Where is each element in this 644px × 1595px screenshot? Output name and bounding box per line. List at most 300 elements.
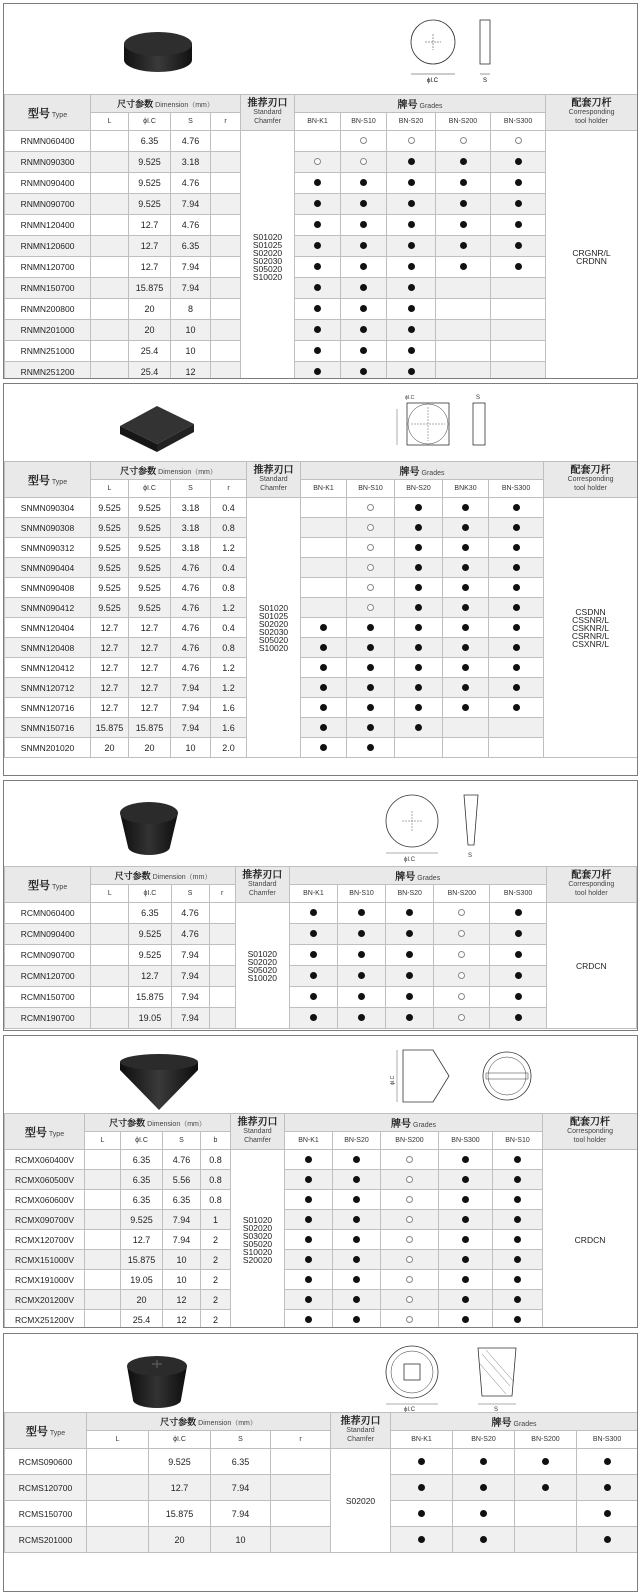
- grade-cell: [489, 498, 544, 518]
- dim-cell: 5.56: [163, 1170, 201, 1190]
- grades-header-en: Grades: [419, 103, 443, 110]
- available-dot-icon: [406, 930, 413, 937]
- available-dot-icon: [462, 1256, 469, 1263]
- dim-cell: 9.525: [91, 578, 129, 598]
- grade-cell: [436, 278, 491, 299]
- optional-ring-icon: [406, 1196, 413, 1203]
- available-dot-icon: [513, 644, 520, 651]
- grade-cell: [443, 558, 489, 578]
- grade-cell: [489, 698, 544, 718]
- grade-cell: [347, 678, 395, 698]
- available-dot-icon: [360, 200, 367, 207]
- available-dot-icon: [514, 1236, 521, 1243]
- available-dot-icon: [320, 704, 327, 711]
- snmn-diagram: [389, 389, 509, 459]
- grade-cell: [391, 1527, 453, 1553]
- grade-cell: [301, 538, 347, 558]
- dim-col-header: r: [271, 1431, 331, 1449]
- dim-cell: [91, 320, 129, 341]
- chamfer-cell: [235, 903, 289, 1029]
- table-row: [5, 257, 638, 278]
- grade-cell: [439, 1230, 493, 1250]
- holder-header-en2: tool holder: [574, 890, 608, 897]
- dim-cell: 20: [121, 1290, 163, 1310]
- dim-col-header: ϕI.C: [129, 113, 171, 131]
- grade-cell: [387, 320, 436, 341]
- dim-cell: 4.76: [163, 1150, 201, 1170]
- grade-cell: [436, 257, 491, 278]
- grade-cell: [489, 658, 544, 678]
- type-cell: RCMS150700: [5, 1501, 87, 1527]
- dim-cell: [271, 1475, 331, 1501]
- dim-cell: 7.94: [171, 678, 211, 698]
- available-dot-icon: [542, 1458, 549, 1465]
- available-dot-icon: [360, 368, 367, 375]
- table-row: [5, 698, 638, 718]
- grade-cell: [295, 257, 341, 278]
- type-cell: SNMN090404: [5, 558, 91, 578]
- dim-cell: 9.525: [121, 1210, 163, 1230]
- holder-header-en1: Corresponding: [568, 881, 615, 888]
- dim-cell: 4.76: [171, 578, 211, 598]
- optional-ring-icon: [458, 951, 465, 958]
- dim-cell: 6.35: [129, 131, 171, 152]
- available-dot-icon: [415, 684, 422, 691]
- available-dot-icon: [360, 347, 367, 354]
- dim-cell: [91, 341, 129, 362]
- holder-value: CRGNR/L: [572, 247, 611, 258]
- type-header: [5, 95, 91, 131]
- type-header: [5, 1114, 85, 1150]
- available-dot-icon: [462, 644, 469, 651]
- dim-cell: 4.76: [171, 173, 211, 194]
- chamfer-value: S01025: [252, 239, 283, 250]
- optional-ring-icon: [406, 1316, 413, 1323]
- grade-cell: [333, 1230, 381, 1250]
- ic-label: ϕI.C: [404, 857, 416, 863]
- grade-cell: [436, 152, 491, 173]
- grade-cell: [337, 903, 385, 924]
- dim-cell: [211, 173, 241, 194]
- available-dot-icon: [515, 263, 522, 270]
- holder-value: CSXNR/L: [572, 638, 609, 649]
- dim-cell: [211, 362, 241, 380]
- available-dot-icon: [460, 158, 467, 165]
- optional-ring-icon: [458, 930, 465, 937]
- grade-cell: [493, 1290, 543, 1310]
- available-dot-icon: [462, 504, 469, 511]
- grade-cell: [337, 945, 385, 966]
- grades-header: [301, 462, 544, 480]
- holder-value: CRDCN: [575, 960, 607, 971]
- chamfer-header-en1: Standard: [259, 476, 288, 483]
- dimension-header-cn: 尺寸参数: [117, 99, 154, 109]
- dim-cell: 9.525: [129, 518, 171, 538]
- dim-cell: [211, 320, 241, 341]
- type-cell: RCMN190700: [5, 1008, 91, 1029]
- dim-cell: 9.525: [129, 598, 171, 618]
- rcmn-diagram: [382, 785, 502, 865]
- grade-cell: [493, 1270, 543, 1290]
- type-cell: SNMN120404: [5, 618, 91, 638]
- dim-cell: 12.7: [129, 698, 171, 718]
- available-dot-icon: [353, 1296, 360, 1303]
- available-dot-icon: [353, 1316, 360, 1323]
- grade-cell: [337, 924, 385, 945]
- grade-cell: [387, 362, 436, 380]
- dim-col-header: S: [171, 113, 211, 131]
- dim-cell: 9.525: [129, 194, 171, 215]
- dim-cell: [91, 131, 129, 152]
- holder-header: [546, 95, 638, 131]
- dim-cell: 7.94: [171, 718, 211, 738]
- grade-cell: [491, 215, 546, 236]
- dim-cell: 1.2: [211, 598, 247, 618]
- grade-cell: [341, 194, 387, 215]
- type-cell: SNMN120412: [5, 658, 91, 678]
- grade-cell: [301, 498, 347, 518]
- grade-cell: [301, 698, 347, 718]
- s-label: S: [476, 395, 481, 401]
- chamfer-value: S05020: [252, 263, 283, 274]
- available-dot-icon: [418, 1510, 425, 1517]
- type-cell: SNMN090308: [5, 518, 91, 538]
- grade-cell: [436, 299, 491, 320]
- grade-col-header: BN-S10: [493, 1132, 543, 1150]
- available-dot-icon: [408, 326, 415, 333]
- available-dot-icon: [408, 263, 415, 270]
- dim-cell: 6.35: [121, 1150, 163, 1170]
- grade-cell: [333, 1190, 381, 1210]
- table-row: [5, 518, 638, 538]
- available-dot-icon: [314, 263, 321, 270]
- available-dot-icon: [462, 604, 469, 611]
- dim-cell: [87, 1449, 149, 1475]
- dim-cell: 9.525: [129, 558, 171, 578]
- dim-col-header: S: [211, 1431, 271, 1449]
- chamfer-value: S03020: [242, 1230, 273, 1241]
- holder-header-en2: tool holder: [573, 1137, 607, 1144]
- rcmn-table: [4, 866, 637, 1029]
- grade-cell: [381, 1150, 439, 1170]
- type-cell: RCMX060500V: [5, 1170, 85, 1190]
- rcmx-table: [4, 1113, 638, 1328]
- dim-cell: 2: [201, 1250, 231, 1270]
- grade-cell: [491, 278, 546, 299]
- ic-label: ϕI.C: [405, 395, 415, 401]
- grade-cell: [443, 578, 489, 598]
- dim-cell: 4.76: [171, 598, 211, 618]
- available-dot-icon: [480, 1458, 487, 1465]
- dimension-header: [87, 1413, 331, 1431]
- grade-cell: [443, 698, 489, 718]
- grade-cell: [434, 1008, 490, 1029]
- grade-cell: [577, 1475, 638, 1501]
- dim-col-header: ϕI.C: [149, 1431, 211, 1449]
- grade-cell: [285, 1150, 333, 1170]
- dim-cell: 20: [149, 1527, 211, 1553]
- dim-cell: 1.6: [211, 718, 247, 738]
- holder-cell: [546, 903, 636, 1029]
- available-dot-icon: [480, 1484, 487, 1491]
- dim-cell: 15.875: [129, 987, 171, 1008]
- dim-col-header: S: [163, 1132, 201, 1150]
- dim-cell: 1.6: [211, 698, 247, 718]
- available-dot-icon: [360, 263, 367, 270]
- dimension-header-en: Dimension（mm）: [152, 874, 212, 881]
- dim-cell: 3.18: [171, 518, 211, 538]
- grade-cell: [453, 1527, 515, 1553]
- chamfer-value: S05020: [247, 964, 277, 975]
- table-row: [5, 618, 638, 638]
- table-row: [5, 924, 637, 945]
- grade-cell: [381, 1190, 439, 1210]
- dim-cell: 12.7: [91, 618, 129, 638]
- grade-cell: [295, 131, 341, 152]
- grades-header-cn: 牌号: [391, 1119, 412, 1130]
- type-cell: RCMN120700: [5, 966, 91, 987]
- grade-cell: [301, 718, 347, 738]
- available-dot-icon: [604, 1536, 611, 1543]
- dim-cell: 15.875: [91, 718, 129, 738]
- table-row: [5, 173, 638, 194]
- dim-cell: 4.76: [171, 215, 211, 236]
- dim-cell: [91, 987, 129, 1008]
- available-dot-icon: [353, 1236, 360, 1243]
- type-header-en: Type: [49, 1429, 66, 1437]
- dim-cell: 2.0: [211, 738, 247, 758]
- optional-ring-icon: [408, 137, 415, 144]
- grade-col-header: BN-K1: [301, 480, 347, 498]
- grade-cell: [341, 236, 387, 257]
- dim-cell: 0.8: [201, 1170, 231, 1190]
- grade-cell: [295, 236, 341, 257]
- available-dot-icon: [462, 1196, 469, 1203]
- available-dot-icon: [515, 179, 522, 186]
- dim-cell: 7.94: [171, 278, 211, 299]
- chamfer-header-en2: Chamfer: [244, 1137, 271, 1144]
- dim-cell: 10: [171, 320, 211, 341]
- grade-cell: [387, 131, 436, 152]
- available-dot-icon: [314, 221, 321, 228]
- table-row: [5, 538, 638, 558]
- available-dot-icon: [462, 684, 469, 691]
- dimension-header-en: Dimension（mm）: [147, 1121, 206, 1128]
- optional-ring-icon: [360, 137, 367, 144]
- grade-cell: [333, 1210, 381, 1230]
- grade-cell: [391, 1475, 453, 1501]
- available-dot-icon: [314, 200, 321, 207]
- rcmx-diagram: [389, 1042, 539, 1112]
- grade-cell: [301, 658, 347, 678]
- holder-header: [544, 462, 638, 498]
- rcms-diagram: [382, 1340, 532, 1412]
- dim-cell: 12: [163, 1290, 201, 1310]
- grade-cell: [285, 1190, 333, 1210]
- available-dot-icon: [415, 584, 422, 591]
- grade-cell: [347, 698, 395, 718]
- dim-cell: 0.4: [211, 618, 247, 638]
- chamfer-header-en2: Chamfer: [254, 118, 281, 125]
- grade-cell: [333, 1170, 381, 1190]
- available-dot-icon: [460, 179, 467, 186]
- dim-cell: 12.7: [91, 698, 129, 718]
- dim-cell: 9.525: [129, 152, 171, 173]
- grade-cell: [333, 1250, 381, 1270]
- dim-cell: 7.94: [171, 194, 211, 215]
- available-dot-icon: [514, 1276, 521, 1283]
- grade-cell: [491, 152, 546, 173]
- type-cell: SNMN150716: [5, 718, 91, 738]
- available-dot-icon: [367, 664, 374, 671]
- available-dot-icon: [408, 368, 415, 375]
- grades-header: [285, 1114, 543, 1132]
- available-dot-icon: [415, 504, 422, 511]
- grade-cell: [395, 538, 443, 558]
- available-dot-icon: [320, 624, 327, 631]
- dim-col-header: L: [87, 1431, 149, 1449]
- grades-header-cn: 牌号: [397, 100, 418, 111]
- table-row: [5, 341, 638, 362]
- grade-cell: [436, 194, 491, 215]
- grade-cell: [347, 518, 395, 538]
- grade-cell: [493, 1310, 543, 1329]
- dim-cell: [211, 257, 241, 278]
- grade-cell: [439, 1150, 493, 1170]
- available-dot-icon: [360, 179, 367, 186]
- dim-cell: 9.525: [149, 1449, 211, 1475]
- grade-cell: [439, 1170, 493, 1190]
- type-cell: RCMN090400: [5, 924, 91, 945]
- grade-col-header: BN-K1: [295, 113, 341, 131]
- grade-cell: [443, 658, 489, 678]
- optional-ring-icon: [406, 1156, 413, 1163]
- grade-cell: [347, 618, 395, 638]
- type-cell: RNMN200800: [5, 299, 91, 320]
- grade-cell: [301, 558, 347, 578]
- dim-cell: 12.7: [91, 678, 129, 698]
- grade-col-header: BN-S200: [381, 1132, 439, 1150]
- grade-cell: [436, 320, 491, 341]
- dim-cell: [85, 1170, 121, 1190]
- dim-cell: 4.76: [171, 924, 209, 945]
- grades-header-en: Grades: [513, 1421, 537, 1428]
- grade-cell: [295, 299, 341, 320]
- available-dot-icon: [310, 909, 317, 916]
- optional-ring-icon: [406, 1236, 413, 1243]
- grade-cell: [381, 1310, 439, 1329]
- optional-ring-icon: [406, 1176, 413, 1183]
- grade-cell: [285, 1310, 333, 1329]
- dim-cell: [85, 1290, 121, 1310]
- grade-cell: [289, 924, 337, 945]
- chamfer-header: [235, 867, 289, 903]
- optional-ring-icon: [406, 1276, 413, 1283]
- dim-cell: 15.875: [121, 1250, 163, 1270]
- dim-col-header: ϕI.C: [129, 480, 171, 498]
- available-dot-icon: [320, 744, 327, 751]
- available-dot-icon: [408, 242, 415, 249]
- dim-cell: [211, 299, 241, 320]
- dim-cell: 20: [91, 738, 129, 758]
- grade-col-header: BN-S300: [577, 1431, 638, 1449]
- grade-cell: [453, 1475, 515, 1501]
- dim-cell: [211, 194, 241, 215]
- chamfer-value: S20020: [242, 1254, 273, 1265]
- available-dot-icon: [462, 584, 469, 591]
- section-rcms: [3, 1333, 638, 1592]
- available-dot-icon: [408, 305, 415, 312]
- available-dot-icon: [513, 584, 520, 591]
- grade-cell: [436, 341, 491, 362]
- available-dot-icon: [353, 1196, 360, 1203]
- holder-header-cn: 配套刀杆: [571, 870, 612, 881]
- dimension-header-cn: 尺寸参数: [120, 466, 157, 476]
- optional-ring-icon: [458, 993, 465, 1000]
- available-dot-icon: [408, 284, 415, 291]
- dim-cell: [85, 1310, 121, 1329]
- dim-cell: 1.2: [211, 658, 247, 678]
- grade-cell: [395, 618, 443, 638]
- s-label: S: [468, 853, 473, 859]
- grade-cell: [301, 618, 347, 638]
- optional-ring-icon: [458, 909, 465, 916]
- available-dot-icon: [515, 1014, 522, 1021]
- dim-cell: 6.35: [121, 1190, 163, 1210]
- dim-cell: [85, 1190, 121, 1210]
- grade-cell: [347, 638, 395, 658]
- grades-header-en: Grades: [421, 470, 445, 477]
- table-row: [5, 320, 638, 341]
- available-dot-icon: [515, 200, 522, 207]
- dim-cell: [87, 1527, 149, 1553]
- available-dot-icon: [360, 284, 367, 291]
- dim-cell: [209, 1008, 235, 1029]
- insert-round-v-image: [114, 1048, 204, 1118]
- chamfer-header-cn: 推荐刃口: [253, 465, 294, 476]
- available-dot-icon: [513, 564, 520, 571]
- available-dot-icon: [462, 1276, 469, 1283]
- chamfer-header-en2: Chamfer: [260, 485, 287, 492]
- dim-cell: 15.875: [129, 718, 171, 738]
- grade-cell: [434, 945, 490, 966]
- type-cell: RCMX060600V: [5, 1190, 85, 1210]
- table-row: [5, 718, 638, 738]
- grade-cell: [295, 173, 341, 194]
- available-dot-icon: [320, 644, 327, 651]
- dim-cell: 4.76: [171, 558, 211, 578]
- type-header: [5, 1413, 87, 1449]
- grade-cell: [386, 966, 434, 987]
- table-row: [5, 1008, 637, 1029]
- grade-col-header: BN-S20: [387, 113, 436, 131]
- available-dot-icon: [513, 504, 520, 511]
- holder-header-en2: tool holder: [574, 485, 607, 492]
- grade-cell: [439, 1190, 493, 1210]
- grade-cell: [289, 966, 337, 987]
- grade-cell: [387, 257, 436, 278]
- grades-header-en: Grades: [417, 875, 441, 882]
- grade-cell: [443, 678, 489, 698]
- available-dot-icon: [305, 1156, 312, 1163]
- available-dot-icon: [513, 524, 520, 531]
- dim-cell: [85, 1250, 121, 1270]
- grade-col-header: BN-S10: [337, 885, 385, 903]
- grade-cell: [434, 987, 490, 1008]
- available-dot-icon: [515, 951, 522, 958]
- insert-round-positive-image: [114, 791, 184, 861]
- table-row: [5, 278, 638, 299]
